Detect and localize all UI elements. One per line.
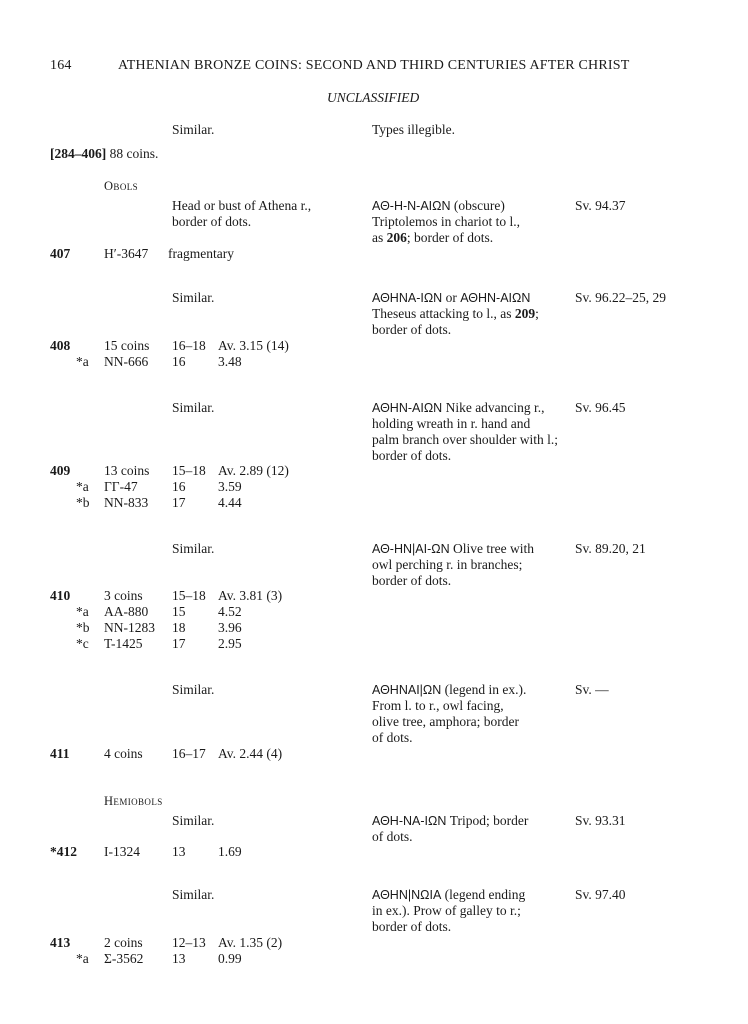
diameter: 16 — [172, 479, 186, 494]
sub-mark: *a — [76, 479, 89, 494]
reverse-line: in ex.). Prow of galley to r.; — [372, 903, 521, 918]
reverse-line: of dots. — [372, 730, 413, 745]
inventory-number: Ι-1324 — [104, 844, 140, 859]
weight: 2.95 — [218, 636, 242, 651]
svoronos-ref: Sv. — — [575, 682, 609, 697]
reverse-line: holding wreath in r. hand and — [372, 416, 531, 431]
obverse-line: Similar. — [172, 400, 215, 415]
inventory-number: Η′-3647 — [104, 246, 149, 261]
diameter: 15–18 — [172, 588, 206, 603]
svoronos-ref: Sv. 89.20, 21 — [575, 541, 646, 556]
cross-reference: 209 — [514, 306, 536, 321]
obverse-line: Head or bust of Athena r., — [172, 198, 312, 213]
reverse-line: ΑΘΗ-ΝΑ-ΙΩΝ Tripod; border — [372, 813, 529, 828]
inventory-number: ΓΓ-47 — [104, 479, 138, 494]
svoronos-ref: Sv. 97.40 — [575, 887, 626, 902]
catalogue-number: 411 — [50, 746, 70, 761]
hemiobols-heading: Hemiobols — [104, 794, 163, 808]
diameter: 17 — [172, 636, 186, 651]
diameter: 17 — [172, 495, 186, 510]
coin-count: 2 coins — [104, 935, 143, 950]
weight: Av. 1.35 (2) — [218, 935, 283, 950]
intro-count: 88 coins. — [106, 146, 159, 161]
diameter: 15–18 — [172, 463, 206, 478]
legend: ΑΘΗΝ-ΑΙΩΝ — [460, 291, 531, 305]
sub-mark: *a — [76, 354, 89, 369]
page-number: 164 — [50, 58, 72, 73]
diameter: 13 — [172, 951, 186, 966]
weight: Av. 3.15 (14) — [218, 338, 289, 353]
weight: 4.44 — [218, 495, 242, 510]
reverse-line: From l. to r., owl facing, — [372, 698, 504, 713]
obverse-line: Similar. — [172, 682, 215, 697]
legend: ΑΘΗΝ-ΑΙΩΝ — [372, 401, 443, 415]
inventory-number: ΝΝ-666 — [104, 354, 149, 369]
weight: Av. 2.89 (12) — [218, 463, 289, 478]
coin-count: 15 coins — [104, 338, 150, 353]
sub-mark: *b — [76, 620, 90, 635]
coin-count: 4 coins — [104, 746, 143, 761]
sub-mark: *a — [76, 604, 89, 619]
weight: Av. 2.44 (4) — [218, 746, 283, 761]
svoronos-ref: Sv. 94.37 — [575, 198, 626, 213]
inventory-number: ΑΑ-880 — [104, 604, 149, 619]
legend: ΑΘ-ΗΝ|ΑΙ-ΩΝ — [372, 542, 450, 556]
legend: ΑΘΗΝΑΙ|ΩΝ — [372, 683, 442, 697]
catalogue-number: 413 — [50, 935, 71, 950]
reverse-line: Theseus attacking to l., as 209; — [372, 306, 539, 321]
sub-mark: *a — [76, 951, 89, 966]
coin-count: 3 coins — [104, 588, 143, 603]
weight: 3.59 — [218, 479, 242, 494]
inventory-number: ΝΝ-833 — [104, 495, 149, 510]
reverse-line: ΑΘΗΝΑΙ|ΩΝ (legend in ex.). — [372, 682, 527, 697]
cross-reference: 206 — [386, 230, 407, 245]
reverse-line: owl perching r. in branches; — [372, 557, 523, 572]
catalogue-number: 410 — [50, 588, 71, 603]
intro-obverse: Similar. — [172, 122, 215, 137]
diameter: 15 — [172, 604, 186, 619]
reverse-line: border of dots. — [372, 322, 452, 337]
weight: 4.52 — [218, 604, 242, 619]
diameter: 18 — [172, 620, 186, 635]
reverse-line: ΑΘΗΝΑ-ΙΩΝ or ΑΘΗΝ-ΑΙΩΝ — [372, 290, 531, 305]
catalogue-number: *412 — [50, 844, 77, 859]
obols-heading: Obols — [104, 179, 139, 193]
inventory-number: Τ-1425 — [104, 636, 143, 651]
sub-mark: *c — [76, 636, 89, 651]
catalogue-number: 408 — [50, 338, 71, 353]
reverse-line: palm branch over shoulder with l.; — [372, 432, 558, 447]
reverse-line: as 206; border of dots. — [372, 230, 494, 245]
svoronos-ref: Sv. 96.45 — [575, 400, 626, 415]
reverse-line: olive tree, amphora; border — [372, 714, 519, 729]
weight: 3.96 — [218, 620, 242, 635]
reverse-line: border of dots. — [372, 448, 452, 463]
reverse-line: ΑΘΗΝ|ΝΩΙΑ (legend ending — [372, 887, 526, 902]
diameter: 16–17 — [172, 746, 206, 761]
catalogue-number: 407 — [50, 246, 71, 261]
legend: ΑΘΗΝ|ΝΩΙΑ — [372, 888, 442, 902]
obverse-line: Similar. — [172, 887, 215, 902]
weight: Av. 3.81 (3) — [218, 588, 283, 603]
svoronos-ref: Sv. 96.22–25, 29 — [575, 290, 667, 305]
reverse-line: ΑΘ-ΗΝ|ΑΙ-ΩΝ Olive tree with — [372, 541, 534, 556]
legend: ΑΘΗ-ΝΑ-ΙΩΝ — [372, 814, 447, 828]
catalogue-number: 409 — [50, 463, 71, 478]
diameter: 12–13 — [172, 935, 206, 950]
obverse-line: Similar. — [172, 290, 215, 305]
reverse-line: of dots. — [372, 829, 413, 844]
coin-count: 13 coins — [104, 463, 150, 478]
diameter: 16 — [172, 354, 186, 369]
sub-mark: *b — [76, 495, 90, 510]
obverse-line: Similar. — [172, 813, 215, 828]
running-title: ATHENIAN BRONZE COINS: SECOND AND THIRD CENTURIES AFTER CHRIST — [118, 58, 630, 73]
obverse-line: border of dots. — [172, 214, 252, 229]
weight: 3.48 — [218, 354, 242, 369]
intro-range: [284–406] — [50, 146, 107, 161]
legend: ΑΘ-Η-Ν-ΑΙΩΝ — [372, 199, 451, 213]
inventory-number: ΝΝ-1283 — [104, 620, 155, 635]
condition-note: fragmentary — [168, 246, 234, 261]
weight: 0.99 — [218, 951, 242, 966]
reverse-line: border of dots. — [372, 919, 452, 934]
diameter: 13 — [172, 844, 186, 859]
reverse-line: ΑΘΗΝ-ΑΙΩΝ Nike advancing r., — [372, 400, 545, 415]
diameter: 16–18 — [172, 338, 206, 353]
reverse-line: Triptolemos in chariot to l., — [372, 214, 520, 229]
obverse-line: Similar. — [172, 541, 215, 556]
svoronos-ref: Sv. 93.31 — [575, 813, 626, 828]
reverse-line: ΑΘ-Η-Ν-ΑΙΩΝ (obscure) — [372, 198, 505, 213]
weight: 1.69 — [218, 844, 242, 859]
intro-range-line — [50, 146, 158, 162]
section-heading: UNCLASSIFIED — [327, 90, 420, 105]
inventory-number: Σ-3562 — [104, 951, 144, 966]
legend: ΑΘΗΝΑ-ΙΩΝ — [372, 291, 443, 305]
intro-reverse: Types illegible. — [372, 122, 456, 137]
reverse-line: border of dots. — [372, 573, 452, 588]
